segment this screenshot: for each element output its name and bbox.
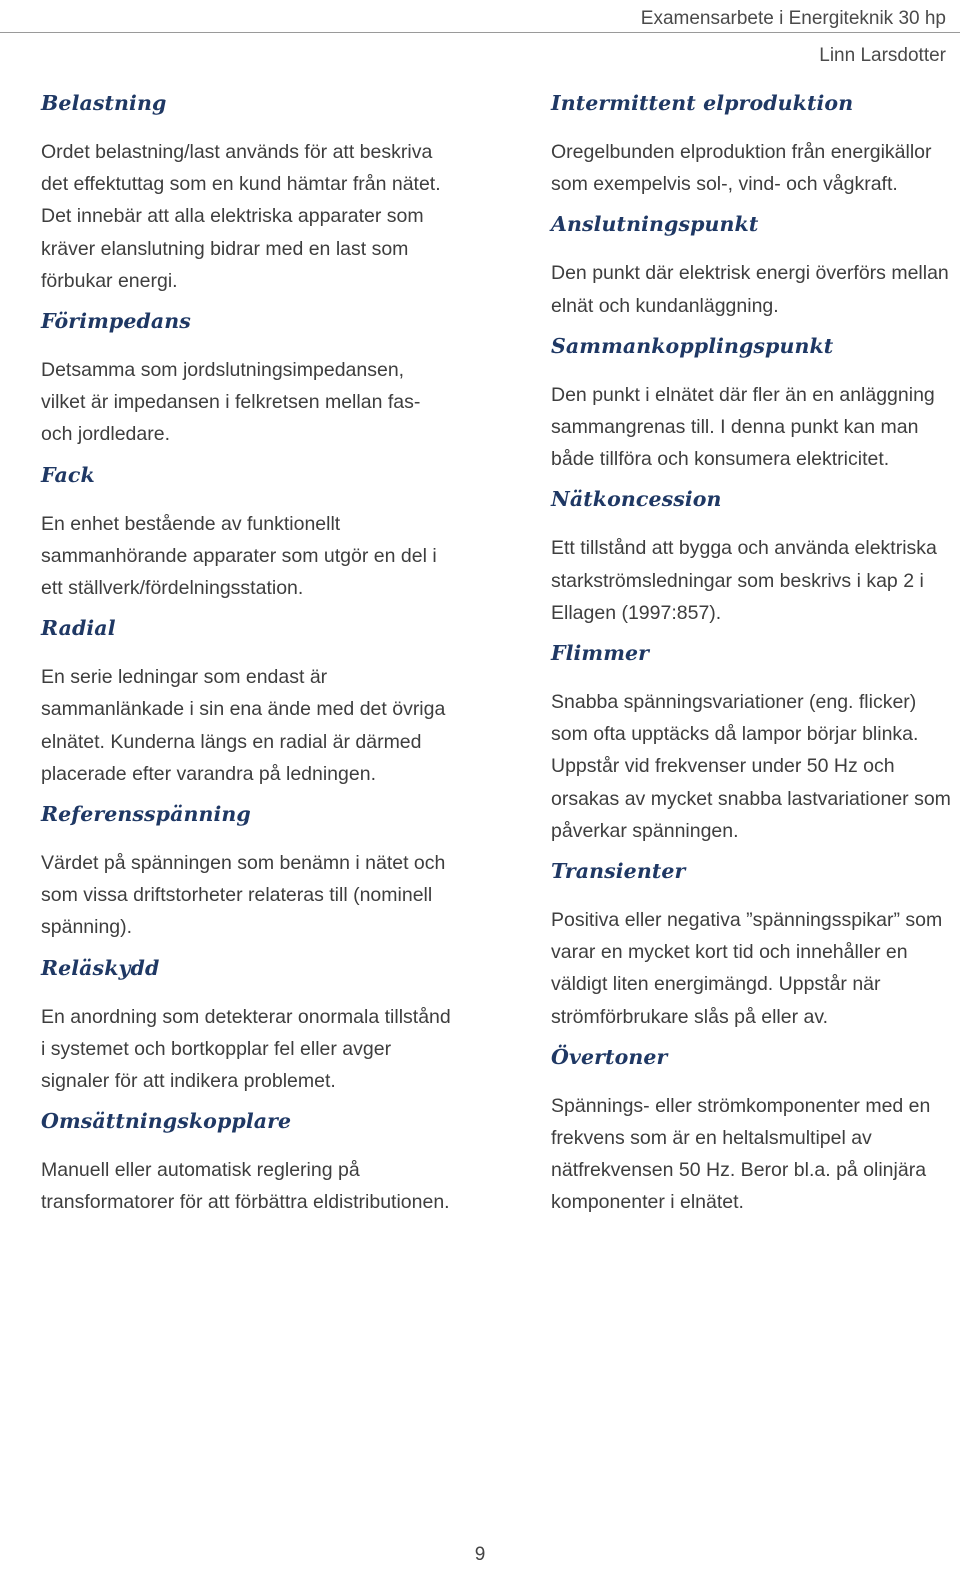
page-header	[46, 0, 946, 74]
glossary-entry	[551, 89, 951, 200]
glossary-entry	[551, 639, 951, 847]
author-name: Linn Larsdotter	[819, 45, 946, 66]
glossary-term: Övertoner	[551, 1044, 668, 1069]
glossary-term: Belastning	[41, 91, 167, 115]
glossary-entry	[41, 954, 451, 1098]
glossary-definition: Spännings- eller strömkomponenter med en frekvens som är en heltalsmultipel av nätfrekvensen 50 Hz. Beror bl.a. på olinjära komponenter i elnätet.	[551, 1094, 931, 1214]
right-column	[551, 89, 951, 1229]
glossary-definition: Snabba spänningsvariationer (eng. flicker) som ofta upptäcks då lampor börjar blinka. Uppstår vid frekvenser under 50 Hz och orsakas av mycket snabba lastvariationer som påverkar spänningen.	[551, 691, 951, 842]
glossary-term: Referensspänning	[41, 802, 251, 827]
glossary-entry	[41, 461, 451, 605]
glossary-definition: En serie ledningar som endast är sammanlänkade i sin ena ände med det övriga elnätet. Kunderna längs en radial är därmed placerade efter varandra på ledningen.	[41, 666, 446, 785]
glossary-definition: Detsamma som jordslutningsimpedansen, vilket är impedansen i felkretsen mellan fas- och jordledare.	[41, 359, 421, 446]
glossary-term: Intermittent elproduktion	[551, 91, 854, 115]
glossary-definition: Manuell eller automatisk reglering på transformatorer för att förbättra eldistributionen.	[41, 1159, 450, 1214]
glossary-definition: En anordning som detekterar onormala tillstånd i systemet och bortkopplar fel eller avger signaler för att indikera problemet.	[41, 1005, 451, 1093]
left-column	[41, 89, 451, 1229]
glossary-term: Flimmer	[551, 641, 650, 666]
glossary-term: Omsättningskopplare	[41, 1109, 292, 1134]
glossary-entry	[551, 485, 951, 629]
glossary-definition: Värdet på spänningen som benämn i nätet och som vissa driftstorheter relateras till (nominell spänning).	[41, 852, 446, 939]
page-number: 9	[474, 1544, 486, 1565]
glossary-entry	[41, 307, 451, 451]
glossary-entry	[41, 614, 451, 790]
glossary-term: Radial	[41, 616, 116, 641]
header-divider	[0, 32, 960, 33]
glossary-entry	[41, 1107, 451, 1218]
glossary-entry	[551, 1043, 951, 1219]
glossary-term: Anslutningspunkt	[551, 212, 759, 237]
glossary-entry	[551, 332, 951, 476]
glossary-definition: Ett tillstånd att bygga och använda elektriska starkströmsledningar som beskrivs i kap 2 i Ellagen (1997:857).	[551, 537, 937, 624]
glossary-definition: En enhet bestående av funktionellt sammanhörande apparater som utgör en del i ett ställverk/fördelningsstation.	[41, 512, 437, 600]
glossary-term: Sammankopplingspunkt	[551, 333, 834, 358]
glossary-term: Nätkoncession	[551, 487, 722, 512]
glossary-term: Fack	[41, 462, 95, 487]
glossary-term: Förimpedans	[41, 309, 191, 334]
glossary-definition: Positiva eller negativa ”spänningsspikar” som varar en mycket kort tid och innehåller en väldigt liten energimängd. Uppstår när strömförbrukare slås på eller av.	[551, 909, 943, 1028]
glossary-definition: Den punkt där elektrisk energi överförs mellan elnät och kundanläggning.	[551, 262, 949, 317]
glossary-definition: Oregelbunden elproduktion från energikällor som exempelvis sol-, vind- och vågkraft.	[551, 141, 932, 196]
glossary-term: Transienter	[551, 859, 686, 884]
glossary-term: Reläskydd	[41, 955, 160, 980]
glossary-entry	[41, 89, 451, 297]
glossary-definition: Den punkt i elnätet där fler än en anläggning sammangrenas till. I denna punkt kan man både tillföra och konsumera elektricitet.	[551, 383, 935, 471]
glossary-definition: Ordet belastning/last används för att beskriva det effektuttag som en kund hämtar från nätet. Det innebär att alla elektriska apparater som kräver elanslutning bidrar med en last som förbukar energi.	[41, 141, 441, 292]
glossary-entry	[551, 210, 951, 321]
glossary-entry	[551, 857, 951, 1033]
glossary-entry	[41, 800, 451, 944]
document-title: Examensarbete i Energiteknik 30 hp	[640, 8, 946, 29]
